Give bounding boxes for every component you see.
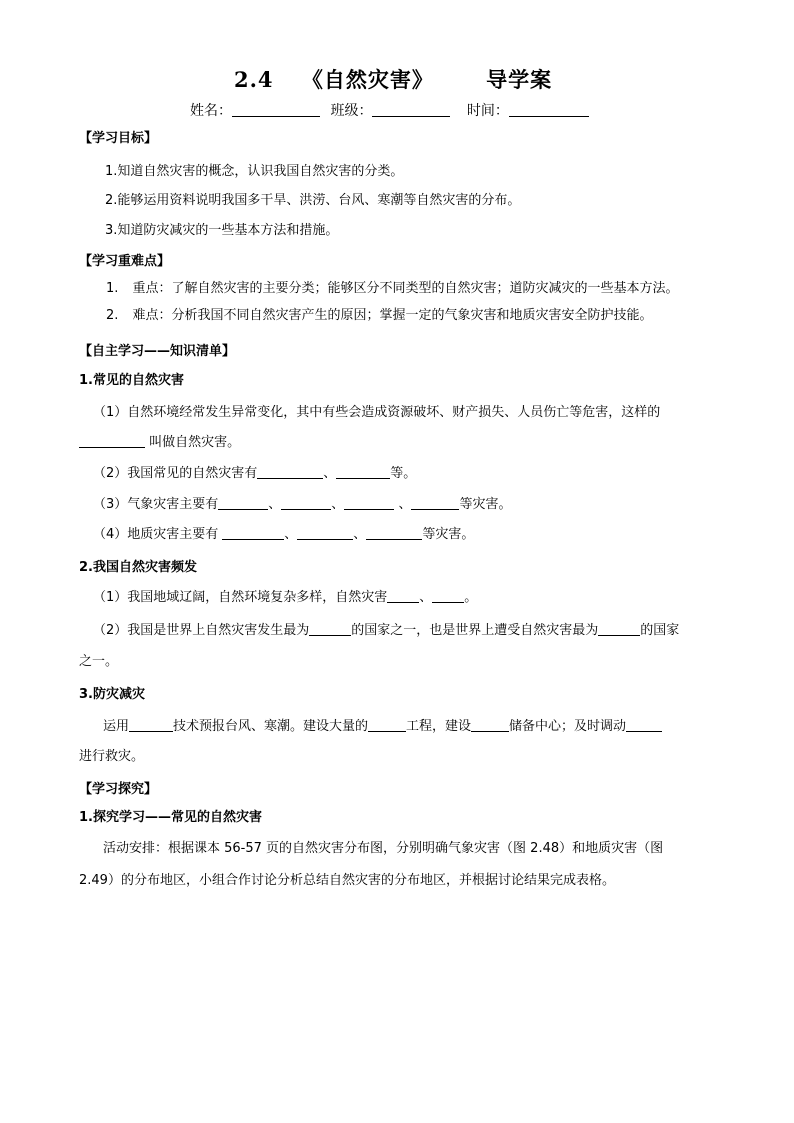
s1-q4-text: （4）地质灾害主要有 xyxy=(93,527,219,542)
s3-line2: 进行救灾。 xyxy=(79,749,145,764)
time-blank[interactable] xyxy=(509,103,589,117)
keypoint-number: 1. xyxy=(106,281,119,296)
explore-subheading: 1.探究学习——常见的自然灾害 xyxy=(79,810,262,825)
s3-text-a: 运用 xyxy=(103,719,130,734)
s2-q1-text: （1）我国地域辽阔，自然环境复杂多样，自然灾害 xyxy=(93,590,388,605)
answer-blank[interactable] xyxy=(366,526,422,540)
s1-q2-end: 等。 xyxy=(390,466,417,481)
class-blank[interactable] xyxy=(372,103,450,117)
answer-blank[interactable] xyxy=(257,465,323,479)
s1-q4 xyxy=(93,523,474,542)
s1-q1-tail: 叫做自然灾害。 xyxy=(149,435,241,450)
answer-blank[interactable] xyxy=(129,718,173,732)
s2-q2-mid: 的国家之一，也是世界上遭受自然灾害最为 xyxy=(351,623,599,638)
separator: 、 xyxy=(323,466,337,481)
explore-line1: 活动安排：根据课本 56-57 页的自然灾害分布图，分别明确气象灾害（图 2.48）和地质灾害（图 xyxy=(103,841,664,856)
answer-blank[interactable] xyxy=(309,622,351,636)
title-suffix: 导学案 xyxy=(486,67,553,92)
time-label: 时间： xyxy=(466,103,509,119)
goal-item-2: 2.能够运用资料说明我国多干旱、洪涝、台风、寒潮等自然灾害的分布。 xyxy=(105,193,521,208)
s1-q4-end: 等灾害。 xyxy=(422,527,475,542)
keypoint-item-1 xyxy=(106,277,679,296)
s2-q1 xyxy=(93,586,477,605)
page-title xyxy=(234,64,552,94)
answer-blank[interactable] xyxy=(368,718,406,732)
answer-blank[interactable] xyxy=(626,718,662,732)
s3-line1 xyxy=(103,715,662,734)
separator: 、 xyxy=(353,527,367,542)
name-label: 姓名： xyxy=(190,103,232,119)
answer-blank[interactable] xyxy=(79,434,145,448)
s1-q3-end: 等灾害。 xyxy=(459,497,512,512)
separator: 、 xyxy=(284,527,298,542)
answer-blank[interactable] xyxy=(471,718,509,732)
answer-blank[interactable] xyxy=(411,496,459,510)
explore-line2: 2.49）的分布地区，小组合作讨论分析总结自然灾害的分布地区，并根据讨论结果完成表格。 xyxy=(79,873,615,888)
answer-blank[interactable] xyxy=(598,622,640,636)
goal-item-1: 1.知道自然灾害的概念，认识我国自然灾害的分类。 xyxy=(105,164,404,179)
answer-blank[interactable] xyxy=(297,526,353,540)
keypoint-text: 难点：分析我国不同自然灾害产生的原因；掌握一定的气象灾害和地质灾害安全防护技能。 xyxy=(132,308,653,323)
separator: 、 xyxy=(394,497,412,512)
s2-q2-end: 的国家 xyxy=(640,623,680,638)
s1-q2-text: （2）我国常见的自然灾害有 xyxy=(93,466,258,481)
separator: 、 xyxy=(419,590,433,605)
student-info-line xyxy=(190,100,589,120)
answer-blank[interactable] xyxy=(222,526,284,540)
s1-q2 xyxy=(93,462,416,481)
s3-text-c: 工程，建设 xyxy=(406,719,472,734)
s2-q1-end: 。 xyxy=(464,590,478,605)
goal-item-3: 3.知道防灾减灾的一些基本方法和措施。 xyxy=(105,223,339,238)
class-label: 班级： xyxy=(330,103,373,119)
separator: 、 xyxy=(268,497,282,512)
section-2-heading: 2.我国自然灾害频发 xyxy=(79,560,197,575)
title-number: 2.4 xyxy=(234,67,274,92)
answer-blank[interactable] xyxy=(218,496,268,510)
self-study-heading: 【自主学习——知识清单】 xyxy=(79,344,236,359)
answer-blank[interactable] xyxy=(336,465,390,479)
title-main: 《自然灾害》 xyxy=(301,67,434,92)
s2-q2-line2: 之一。 xyxy=(79,654,119,669)
keypoint-item-2 xyxy=(106,304,653,323)
explore-heading: 【学习探究】 xyxy=(79,782,158,797)
answer-blank[interactable] xyxy=(281,496,331,510)
answer-blank[interactable] xyxy=(432,589,464,603)
goals-heading: 【学习目标】 xyxy=(79,131,158,146)
answer-blank[interactable] xyxy=(387,589,419,603)
s1-q1-line2 xyxy=(79,431,240,450)
s3-text-b: 技术预报台风、寒潮。建设大量的 xyxy=(173,719,369,734)
section-1-heading: 1.常见的自然灾害 xyxy=(79,373,184,388)
answer-blank[interactable] xyxy=(344,496,394,510)
s1-q3-text: （3）气象灾害主要有 xyxy=(93,497,219,512)
s2-q2-line1 xyxy=(93,619,679,638)
keypoint-number: 2. xyxy=(106,308,119,323)
s3-text-d: 储备中心；及时调动 xyxy=(509,719,627,734)
separator: 、 xyxy=(331,497,345,512)
keypoint-text: 重点：了解自然灾害的主要分类；能够区分不同类型的自然灾害；道防灾减灾的一些基本方法。 xyxy=(132,281,679,296)
name-blank[interactable] xyxy=(232,103,320,117)
section-3-heading: 3.防灾减灾 xyxy=(79,687,145,702)
s1-q3 xyxy=(93,493,511,512)
keypoints-heading: 【学习重难点】 xyxy=(79,254,171,269)
s2-q2-text: （2）我国是世界上自然灾害发生最为 xyxy=(93,623,310,638)
s1-q1-line1: （1）自然环境经常发生异常变化，其中有些会造成资源破坏、财产损失、人员伤亡等危害，这样的 xyxy=(93,405,661,420)
